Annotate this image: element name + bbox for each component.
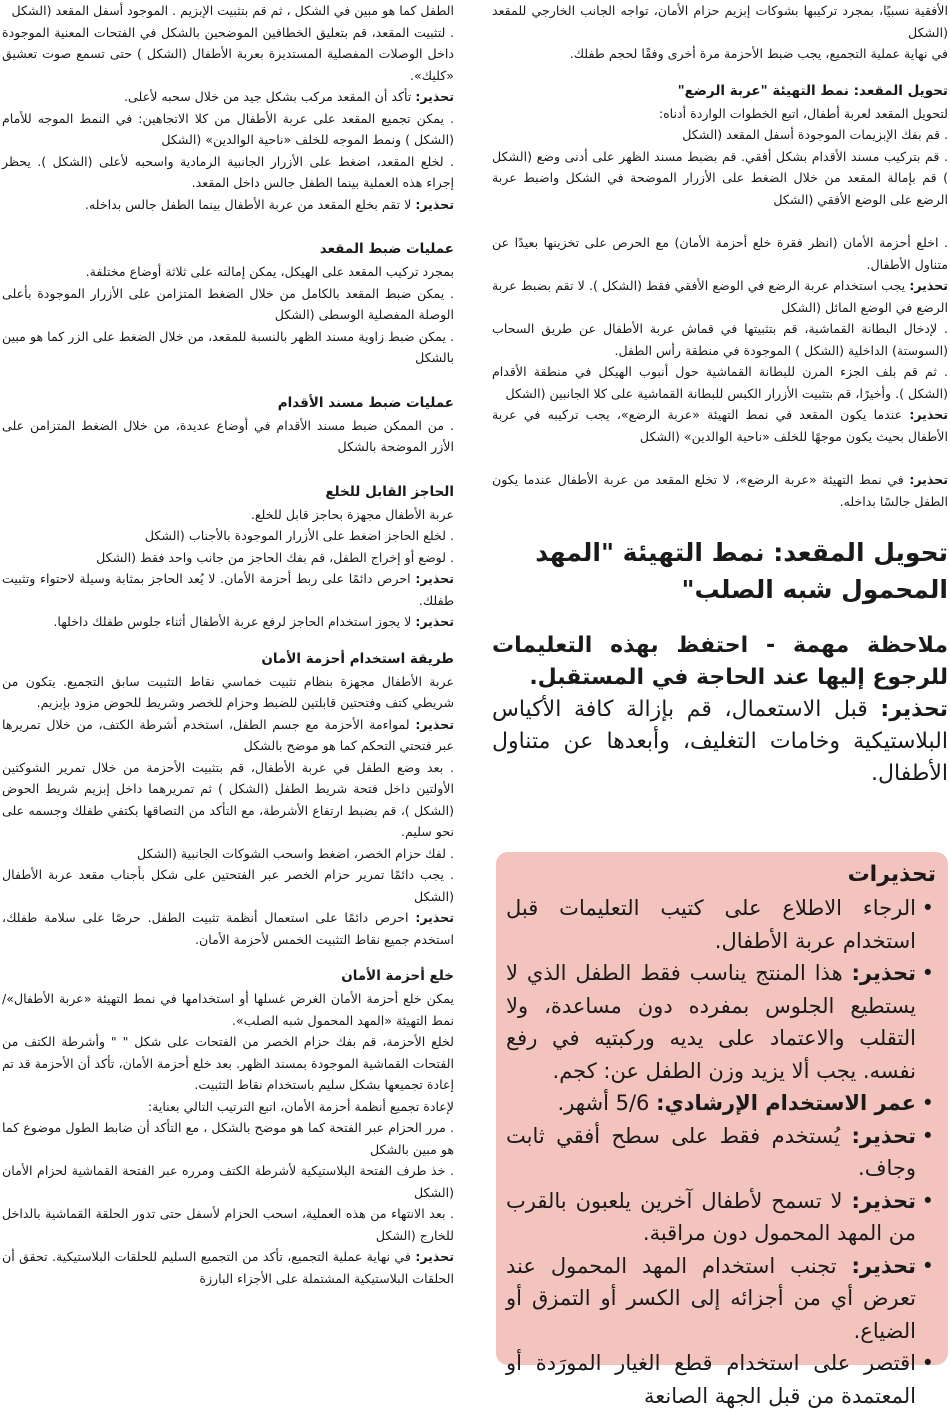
warning-body: لا يجوز استخدام الحاجز لرفع عربة الأطفال أثناء جلوس طفلك داخلها. [53,614,416,629]
warning-text [2,568,454,611]
paragraph: . لوضع أو إخراج الطفل، قم بفك الحاجز من جانب واحد فقط (الشكل [96,549,454,565]
paragraph: . من الممكن ضبط مسند الأقدام في أوضاع عديدة، من خلال الضغط المتزامن على الأزر الموضحة بالشكل [2,417,454,454]
list-item-text: هذا المنتج يناسب فقط الطفل الذي لا يستطيع الجلوس بمفرده دون مساعدة، ولا التقلب والاعتماد على يديه وركبتيه في رفع نفسه. يجب ألا يزيد وزن الطفل عن: كجم. [506,961,916,1083]
warning-body: في نهاية عملية التجميع، تأكد من التجميع السليم للحلقات البلاستيكية. تحقق أن الحلقات البلاستيكية المشتملة على الأجزاء البارزة [2,1249,454,1286]
section-heading: عمليات ضبط المقعد [319,241,454,257]
paragraph: لتحويل المقعد لعربة أطفال، اتبع الخطوات الواردة أدناه: [658,105,948,121]
paragraph: . لفك حزام الخصر، اضغط واسحب الشوكات الجانبية (الشكل [136,845,454,861]
warning-label: تحذير: [415,716,454,732]
warning-body: قبل الاستعمال، قم بإزالة كافة الأكياس البلاستيكية وخامات التغليف، وأبعدها عن متناول الأطفال. [492,697,948,786]
paragraph: الطفل كما هو مبين في الشكل ، ثم قم بتثبيت الإبزيم . الموجود أسفل المقعد (الشكل [11,3,454,18]
section-heading: طريقة استخدام أحزمة الأمان [261,650,454,667]
warning-text [2,86,454,108]
warning-text [2,907,454,950]
warning-body: يجب استخدام عربة الرضع في الوضع الأفقي فقط (الشكل ). لا تقم بضبط عربة الرضع في الوضع المائل (الشكل [492,278,948,315]
paragraph: . يمكن تجميع المقعد على عربة الأطفال من كلا الاتجاهين: في النمط الموجه للأمام (الشكل ) ونمط الموجه للخلف «ناحية الوالدين» (الشكل [2,110,454,147]
warning-label: تحذير: [415,571,454,586]
list-item [506,1347,936,1412]
paragraph: . قم بفك الإبزيمات الموجودة أسفل المقعد (الشكل [682,127,948,142]
list-item [506,1185,936,1250]
list-item-text: اقتصر على استخدام قطع الغيار المورَدة أو المعتمدة من قبل الجهة الصانعة [506,1351,916,1408]
paragraph: في نهاية عملية التجميع، يجب ضبط الأحزمة مرة أخرى وفقًا لحجم طفلك. [569,46,948,61]
warning-body: لمواءمة الأحزمة مع جسم الطفل، استخدم أشرطة الكتف، من خلال تمريرها عبر فتحتي التحكم كما هو موضح بالشكل [2,716,454,753]
paragraph: . خذ طرف الفتحة البلاستيكية لأشرطة الكتف ومرره عبر الفتحة القماشية لحزام الأمان (الشكل [2,1163,454,1200]
warnings-title: تحذيرات [847,862,936,887]
section-heading: تحويل المقعد: نمط التهيئة "عربة الرضع" [677,82,948,99]
warning-label: تحذير: [415,1249,454,1264]
important-note-warning [492,694,948,790]
warning-label: تحذير: [880,697,948,722]
important-note [492,630,948,694]
warnings-list [506,892,936,1412]
paragraph: . قم بتركيب مسند الأقدام بشكل أفقي. قم بضبط مسند الظهر على أدنى وضع (الشكل ) قم بإمالة المقعد من خلال الضغط على الأزرار الموضحة في الشكل واضبط عربة الرضع على الوضع الأفقي (الشكل [492,148,948,207]
paragraph: عربة الأطفال مجهزة بنظام تثبيت خماسي نقاط التثبيت سابق التجميع. يتكون من شريطي كتف وفتحتين قابلتين للضبط وحزام للخصر وشريط للحوض مزود بإبزيم. [2,673,454,710]
paragraph: . لتثبيت المقعد، قم بتعليق الخطافين الموضحين بالشكل في الفتحات المعنية الموجودة داخل الوصلات المفصلية المستديرة بعربة الأطفال (الشكل ) حتى تسمع صوت تعشيق «كليك». [2,24,454,83]
paragraph: . اخلع أحزمة الأمان (انظر فقرة خلع أحزمة الأمان) مع الحرص على تخزينها بعيدًا عن متناول الأطفال. [492,235,948,272]
left-column [0,0,454,1289]
section-heading: الحاجز القابل للخلع [325,483,454,500]
list-item [506,1250,936,1348]
list-item-text: يُستخدم فقط على سطح أفقي ثابت وجاف. [506,1123,916,1180]
warnings-box [496,852,948,1408]
list-item [506,1120,936,1185]
paragraph: . لخلع الحاجز اضغط على الأزرار الموجودة بالأجناب (الشكل [144,528,454,543]
list-item-text: 5/6 أشهر. [557,1091,657,1115]
warning-body: عندما يكون المقعد في نمط التهيئة «عربة الرضع»، يجب تركيبه في عربة الأطفال بحيث يكون موجهًا للخلف «ناحية الوالدين» (الشكل [492,407,948,444]
paragraph: لخلع الأحزمة، قم بفك حزام الخصر من الفتحات على شكل " " وأشرطة الكتف من الفتحات القماشية الموجودة بمسند الظهر. بعد خلع أحزمة الأمان، تأكد أن الأحزمة قد تم إعادة تجميعها بشكل سليم باستخدام نقاط التثبيت. [2,1034,454,1092]
paragraph: يمكن خلع أحزمة الأمان الغرض غسلها أو استخدامها في نمط التهيئة «عربة الأطفال»/نمط التهيئة «المهد المحمول شبه الصلب». [2,991,454,1028]
paragraph: . يمكن ضبط زاوية مسند الظهر بالنسبة للمقعد، من خلال الضغط على الزر كما هو مبين بالشكل [2,328,454,365]
paragraph: . بعد الانتهاء من هذه العملية، اسحب الحزام لأسفل حتى تدور الحلقة القماشية بالداخل للخارج (الشكل [2,1206,454,1243]
warning-text [2,1246,454,1289]
list-item-text: تجنب استخدام المهد المحمول عند تعرض أي من أجزائه إلى الكسر أو التمزق أو الضياع. [506,1253,916,1343]
list-item [506,957,936,1087]
note-emphasis: ملاحظة مهمة - احتفظ بهذه التعليمات للرجوع إليها عند الحاجة في المستقبل. [492,633,948,690]
warning-label: تحذير: [909,472,948,487]
right-column [492,0,950,790]
list-item [506,892,936,957]
warning-text [2,194,454,216]
paragraph: . لإدخال البطانة القماشية، قم بتثبيتها في قماش عربة الأطفال عن طريق السحاب (السوستة) الداخلية (الشكل ) الموجودة في منطقة رأس الطفل. [492,321,948,358]
paragraph: . ثم قم بلف الجزء المرن للبطانة القماشية حول أنبوب الهيكل في منطقة الأقدام (الشكل ). وأخيرًا، قم بتثبيت الأزرار الكبس للبطانة القماشية على كلا الجانبين (الشكل [492,364,948,401]
warning-label: تحذير: [415,614,454,629]
paragraph: . بعد وضع الطفل في عربة الأطفال، قم بتثبيت الأحزمة من خلال تمرير الشوكتين الأولتين داخل فتحة شريط الطفل (الشكل ) ثم تمريرهما داخل إبزيم شريط الحوض (الشكل )، قم بضبط ارتفاع الأشرطة، مع التأكد من التصاقها بكتفي طفلك وجسمه على نحو سليم. [2,759,454,839]
warning-text [492,404,948,447]
warning-label: تحذير: [851,1123,916,1148]
paragraph: . يجب دائمًا تمرير حزام الخصر عبر الفتحتين على شكل بأجناب مقعد عربة الأطفال (الشكل [2,867,454,904]
warning-label: تحذير: [851,1253,916,1278]
usage-age-label: عمر الاستخدام الإرشادي: [656,1091,916,1115]
warning-label: تحذير: [415,196,454,212]
paragraph: . يمكن ضبط المقعد بالكامل من خلال الضغط المتزامن على الأزرار الموجودة بأعلى الوصلة المفصلية الوسطى (الشكل [2,285,454,322]
list-item [506,1087,936,1120]
paragraph: لإعادة تجميع أنظمة أحزمة الأمان، اتبع الترتيب التالي بعناية: [147,1098,454,1114]
warning-body: احرص دائمًا على ربط أحزمة الأمان. لا يُعد الحاجز بمثابة وسيلة لاحتواء وتثبيت طفلك. [2,571,454,608]
warning-text [492,275,948,318]
list-item-text: لا تسمح لأطفال آخرين يلعبون بالقرب من المهد المحمول دون مراقبة. [506,1188,916,1245]
paragraph: . مرر الحزام عبر الفتحة كما هو موضح بالشكل ، مع التأكد أن ضابط الطول موضوع كما هو مبين بالشكل [2,1120,454,1157]
warning-body: لا تقم بخلع المقعد من عربة الأطفال بينما الطفل جالس بداخله. [84,196,416,212]
warning-label: تحذير: [415,910,454,925]
paragraph: بمجرد تركيب المقعد على الهيكل، يمكن إمالته على ثلاثة أوضاع مختلفة. [85,264,454,279]
warning-body: في نمط التهيئة «عربة الرضع»، لا تخلع المقعد من عربة الأطفال عندما يكون الطفل جالسًا بداخله. [492,472,948,509]
warning-body: تأكد أن المقعد مركب بشكل جيد من خلال سحبه لأعلى. [124,89,416,104]
warning-body: احرص دائمًا على استعمال أنظمة تثبيت الطفل. حرصًا على سلامة طفلك، استخدم جميع نقاط التثبيت الخمس لأحزمة الأمان. [2,910,454,947]
warning-label: تحذير: [851,961,916,985]
list-item-text: الرجاء الاطلاع على كتيب التعليمات قبل استخدام عربة الأطفال. [506,896,916,953]
paragraph: الأفقية نسبيًا، بمجرد تركيبها بشوكات إبزيم حزام الأمان، تواجه الجانب الخارجي للمقعد (الشكل [492,3,948,40]
warning-text [2,611,454,633]
warning-text [2,714,454,757]
warning-label: تحذير: [415,89,454,104]
section-title: تحويل المقعد: نمط التهيئة "المهد المحمول شبه الصلب" [535,538,948,604]
warning-label: تحذير: [909,407,948,422]
warning-text [492,469,948,512]
warning-label: تحذير: [909,278,948,293]
warning-label: تحذير: [851,1188,916,1213]
section-heading: عمليات ضبط مسند الأقدام [277,394,454,411]
section-heading: خلع أحزمة الأمان [341,968,454,984]
paragraph: . لخلع المقعد، اضغط على الأزرار الجانبية الرمادية واسحبه لأعلى (الشكل ). يحظر إجراء هذه العملية بينما الطفل جالس داخل المقعد. [2,153,454,190]
paragraph: عربة الأطفال مجهزة بحاجز قابل للخلع. [250,506,454,522]
